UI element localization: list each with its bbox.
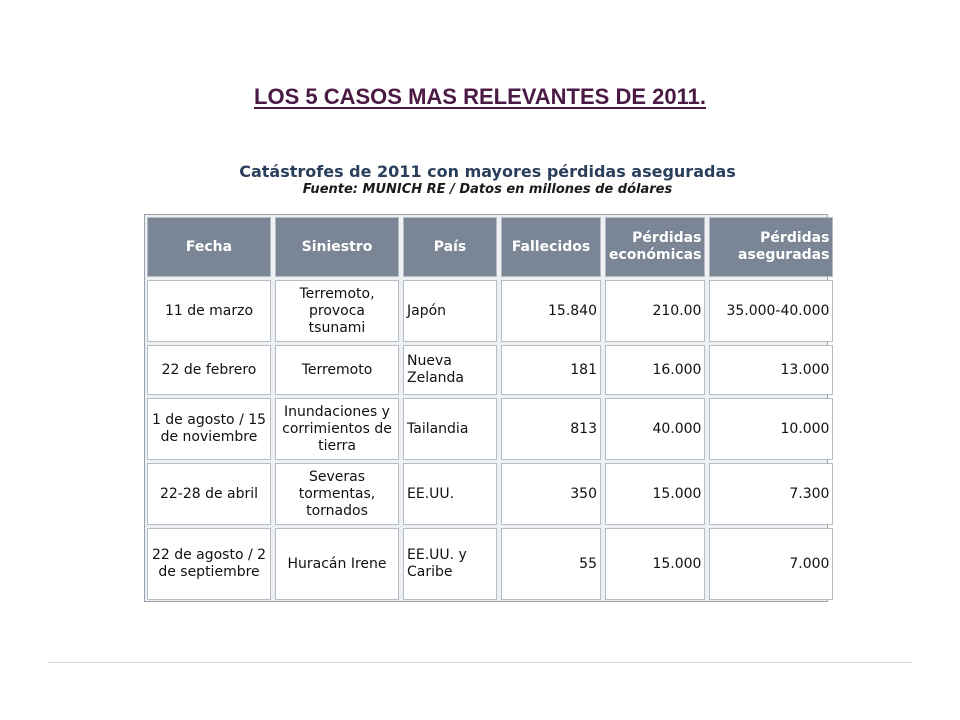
slide-title-text: LOS 5 CASOS MAS RELEVANTES DE 2011. <box>254 84 706 109</box>
cell-perdidas-economicas: 15.000 <box>605 463 705 525</box>
cell-perdidas-aseguradas: 7.000 <box>709 528 833 600</box>
cell-perdidas-aseguradas: 13.000 <box>709 345 833 395</box>
table-row <box>147 345 833 395</box>
cell-perdidas-economicas: 40.000 <box>605 398 705 460</box>
cell-perdidas-aseguradas: 7.300 <box>709 463 833 525</box>
table-row <box>147 528 833 600</box>
cell-fecha: 22-28 de abril <box>147 463 271 525</box>
header-perdidas-aseguradas: Pérdidas aseguradas <box>709 217 833 277</box>
header-fallecidos: Fallecidos <box>501 217 601 277</box>
table-header-row <box>147 217 833 277</box>
cell-perdidas-economicas: 210.00 <box>605 280 705 342</box>
cell-fallecidos: 181 <box>501 345 601 395</box>
cell-fallecidos: 15.840 <box>501 280 601 342</box>
cell-perdidas-economicas: 16.000 <box>605 345 705 395</box>
cell-pais: EE.UU. <box>403 463 497 525</box>
cell-fallecidos: 55 <box>501 528 601 600</box>
footer-divider <box>48 662 912 663</box>
cell-siniestro: Severas tormentas, tornados <box>275 463 399 525</box>
cell-fecha: 11 de marzo <box>147 280 271 342</box>
cell-fecha: 1 de agosto / 15 de noviembre <box>147 398 271 460</box>
header-fecha: Fecha <box>147 217 271 277</box>
cell-fecha: 22 de agosto / 2 de septiembre <box>147 528 271 600</box>
header-perdidas-economicas: Pérdidas económicas <box>605 217 705 277</box>
cell-fallecidos: 350 <box>501 463 601 525</box>
cell-fecha: 22 de febrero <box>147 345 271 395</box>
cell-pais: Nueva Zelanda <box>403 345 497 395</box>
table-source: Fuente: MUNICH RE / Datos en millones de dólares <box>302 182 673 197</box>
table-row <box>147 280 833 342</box>
cell-perdidas-aseguradas: 10.000 <box>709 398 833 460</box>
cell-perdidas-aseguradas: 35.000-40.000 <box>709 280 833 342</box>
slide-title <box>0 84 960 110</box>
table-caption: Catástrofes de 2011 con mayores pérdidas aseguradas <box>239 162 736 181</box>
cell-siniestro: Huracán Irene <box>275 528 399 600</box>
catastrophes-table <box>143 214 837 603</box>
table-row <box>147 463 833 525</box>
cell-siniestro: Terremoto <box>275 345 399 395</box>
cell-siniestro: Inundaciones y corrimientos de tierra <box>275 398 399 460</box>
cell-pais: Tailandia <box>403 398 497 460</box>
table-row <box>147 398 833 460</box>
header-siniestro: Siniestro <box>275 217 399 277</box>
header-pais: País <box>403 217 497 277</box>
cell-pais: EE.UU. y Caribe <box>403 528 497 600</box>
cell-pais: Japón <box>403 280 497 342</box>
cell-siniestro: Terremoto, provoca tsunami <box>275 280 399 342</box>
cell-perdidas-economicas: 15.000 <box>605 528 705 600</box>
cell-fallecidos: 813 <box>501 398 601 460</box>
